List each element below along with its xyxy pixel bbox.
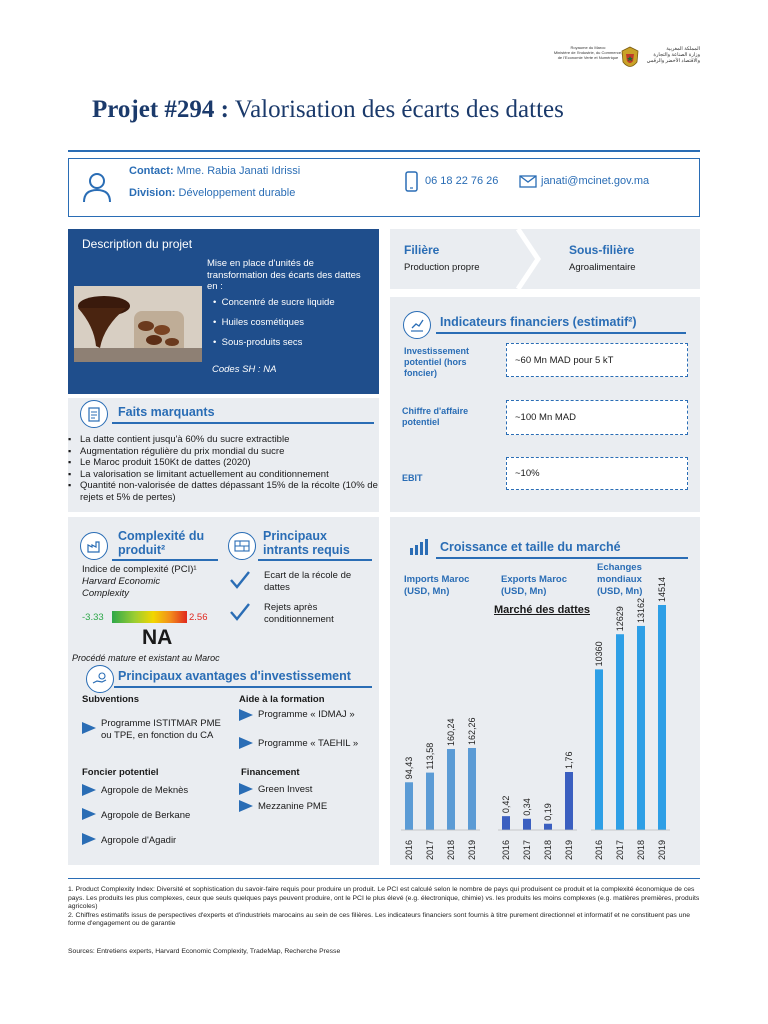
chart-bar bbox=[637, 626, 645, 830]
chart-data-label: 0,19 bbox=[543, 803, 553, 821]
intrants-icon-wrapper bbox=[228, 532, 256, 560]
bar-chart-icon bbox=[409, 538, 431, 556]
chart-data-label: 160,24 bbox=[446, 718, 456, 747]
list-item: ▪ Le Maroc produit 150Kt de dattes (2020) bbox=[68, 457, 378, 469]
financial-chart-icon bbox=[409, 317, 425, 333]
checkmark-icon bbox=[229, 602, 251, 622]
hs-codes: Codes SH : NA bbox=[212, 364, 277, 375]
checkmark-icon bbox=[229, 570, 251, 590]
pci-note: Procédé mature et existant au Maroc bbox=[72, 653, 220, 663]
chart-tick-label: 2018 bbox=[446, 839, 456, 860]
arrow-icon bbox=[82, 808, 96, 820]
footnote-divider bbox=[68, 878, 700, 879]
complexite-divider bbox=[112, 559, 218, 561]
avantages-divider bbox=[114, 686, 372, 688]
chart-data-label: 0,42 bbox=[501, 795, 511, 814]
chart-bar bbox=[447, 749, 455, 830]
sources: Sources: Entretiens experts, Harvard Economic Complexity, TradeMap, Recherche Presse bbox=[68, 948, 341, 955]
faits-icon-wrapper bbox=[80, 400, 108, 428]
phone-number[interactable]: 06 18 22 76 26 bbox=[425, 175, 499, 187]
chart-tick-label: 2019 bbox=[657, 839, 667, 860]
subventions-label: Subventions bbox=[82, 694, 140, 705]
faits-list bbox=[68, 434, 378, 503]
description-text: Mise en place d'unités de transformation des écarts des dattes en : bbox=[207, 258, 361, 292]
coat-of-arms-icon bbox=[620, 46, 640, 72]
division-label: Division: bbox=[129, 187, 176, 199]
intrant-item: Rejets après conditionnement bbox=[264, 602, 334, 625]
chart-tick-label: 2017 bbox=[522, 839, 532, 860]
list-item: • Concentré de sucre liquide bbox=[213, 297, 335, 308]
filiere-value: Production propre bbox=[404, 262, 480, 273]
chart-title: Marché des dattes bbox=[494, 604, 590, 616]
list-item: ▪ La datte contient jusqu'à 60% du sucre extractible bbox=[68, 434, 378, 446]
chart-tick-label: 2018 bbox=[636, 839, 646, 860]
sous-filiere-value: Agroalimentaire bbox=[569, 262, 636, 273]
chevron-divider bbox=[518, 229, 548, 289]
complexite-icon-wrapper bbox=[80, 532, 108, 560]
project-name: Valorisation des écarts des dattes bbox=[229, 96, 564, 123]
foncier-item: Agropole d'Agadir bbox=[101, 835, 177, 846]
chart-bar bbox=[595, 669, 603, 830]
faits-title: Faits marquants bbox=[118, 405, 215, 419]
chart-data-label: 94,43 bbox=[404, 756, 414, 780]
indicator-value: ~60 Mn MAD pour 5 kT bbox=[515, 354, 614, 366]
description-bullets bbox=[213, 297, 335, 357]
footnote-1: 1. Product Complexity Index: Diversité et sophistication du savoir-faire requis pour produire un produit. Le PCI est calculé selon le nombre de pays qui produisent ce produit et la complexité économique de ces pays. Les produits les plus complexes, ceux que seuls quelques pays peuvent produire, ont le PCI le plus élevé (e.g. électronique, chimie) vs. les produits les moins complexes (e.g. matières premières, produits agricoles) bbox=[68, 886, 700, 911]
filiere-label: Filière bbox=[404, 243, 440, 257]
arrow-icon bbox=[239, 737, 253, 749]
arrow-icon bbox=[82, 784, 96, 796]
ministry-name-fr: Royaume du Maroc Ministère de l'Industrie, du Commerce, de l'Economie Verte et Numérique bbox=[553, 45, 623, 60]
indicator-value: ~10% bbox=[515, 468, 540, 479]
chart-bar bbox=[616, 634, 624, 830]
pci-scale bbox=[112, 611, 187, 623]
ministry-name-ar: المملكة المغربية وزارة الصناعة والتجارة والاقتصاد الأخضر والرقمي bbox=[646, 46, 700, 64]
foncier-label: Foncier potentiel bbox=[82, 767, 159, 778]
exports-label: Exports Maroc (USD, Mn) bbox=[501, 574, 567, 597]
foncier-item: Agropole de Berkane bbox=[101, 810, 191, 821]
market-title: Croissance et taille du marché bbox=[440, 540, 621, 554]
intrants-title: Principaux intrants requis bbox=[263, 529, 350, 557]
list-item: • Sous-produits secs bbox=[213, 337, 303, 348]
email-address[interactable]: janati@mcinet.gov.ma bbox=[541, 175, 650, 187]
indicator-label: EBIT bbox=[402, 473, 423, 483]
arrow-icon bbox=[82, 833, 96, 845]
subvention-item: Programme ISTITMAR PME ou TPE, en fonction du CA bbox=[101, 718, 221, 741]
chart-data-label: 113,58 bbox=[425, 742, 435, 770]
list-item: ▪ La valorisation se limitant actuellement au conditionnement bbox=[68, 469, 378, 481]
arrow-icon bbox=[82, 722, 96, 734]
intrant-item: Ecart de la récole de dattes bbox=[264, 570, 352, 593]
chart-tick-label: 2019 bbox=[467, 839, 477, 860]
sous-filiere-label: Sous-filière bbox=[569, 243, 635, 257]
pci-value: NA bbox=[142, 626, 173, 649]
footnote-2: 2. Chiffres estimatifs issus de perspectives d'experts et d'industriels marocains au sein de ces filières. Les indicateurs financiers sont fournis à titre purement directionnel et informatif et ne constituent pas une forme d'engagement ou de garantie bbox=[68, 911, 691, 928]
indicator-label: Chiffre d'affaire potentiel bbox=[402, 406, 469, 427]
formation-item: Programme « TAEHIL » bbox=[258, 738, 359, 749]
pci-label: Indice de complexité (PCI)¹ bbox=[82, 564, 197, 575]
chart-bar bbox=[502, 816, 510, 830]
chart-bar bbox=[544, 824, 552, 830]
pci-source: Harvard Economic Complexity bbox=[82, 576, 161, 599]
market-divider bbox=[436, 557, 688, 559]
indicator-value-box bbox=[506, 343, 688, 377]
chart-bar bbox=[405, 782, 413, 830]
chart-tick-label: 2017 bbox=[425, 839, 435, 860]
pci-max: 2.56 bbox=[189, 612, 208, 623]
chart-data-label: 0,34 bbox=[522, 798, 532, 816]
arrow-icon bbox=[239, 800, 253, 812]
list-item: ▪ Quantité non-valorisée de dattes dépassant 15% de la récolte (10% de rejets et 5% de pertes) bbox=[68, 480, 378, 503]
chart-tick-label: 2016 bbox=[501, 839, 511, 860]
chart-data-label: 13162 bbox=[636, 597, 646, 623]
chart-bar bbox=[523, 819, 531, 830]
footnotes bbox=[68, 886, 708, 929]
indicator-value-box bbox=[506, 400, 688, 435]
indicateurs-icon-wrapper bbox=[403, 311, 431, 339]
indicator-value: ~100 Mn MAD bbox=[515, 412, 576, 423]
indicator-value-box bbox=[506, 457, 688, 490]
formation-item: Programme « IDMAJ » bbox=[258, 709, 355, 720]
foncier-item: Agropole de Meknès bbox=[101, 785, 189, 796]
chart-tick-label: 2019 bbox=[564, 839, 574, 860]
arrow-icon bbox=[239, 709, 253, 721]
chart-data-label: 12629 bbox=[615, 606, 625, 632]
chart-data-label: 1,76 bbox=[564, 751, 574, 769]
chart-bar bbox=[565, 772, 573, 830]
contact-label: Contact: bbox=[129, 165, 174, 177]
title-divider bbox=[68, 150, 700, 152]
pci-min: -3.33 bbox=[82, 612, 104, 623]
description-title: Description du projet bbox=[82, 237, 193, 251]
person-icon bbox=[80, 170, 114, 204]
factory-icon bbox=[86, 538, 102, 554]
avantages-icon-wrapper bbox=[86, 665, 114, 693]
financement-item: Mezzanine PME bbox=[258, 801, 328, 812]
email-icon bbox=[519, 175, 537, 188]
hand-coin-icon bbox=[92, 671, 108, 687]
clipboard-icon bbox=[86, 406, 102, 422]
indicator-label: Investissement potentiel (hors foncier) bbox=[404, 346, 470, 378]
project-number: Projet #294 : bbox=[92, 96, 229, 123]
dates-photo bbox=[74, 286, 202, 362]
chart-data-label: 10360 bbox=[594, 641, 604, 667]
financement-label: Financement bbox=[241, 767, 300, 778]
contact-person bbox=[129, 165, 300, 177]
financement-item: Green Invest bbox=[258, 784, 313, 795]
faits-divider bbox=[112, 422, 374, 424]
contact-division bbox=[129, 187, 295, 199]
arrow-icon bbox=[239, 783, 253, 795]
complexite-title: Complexité du produit² bbox=[118, 529, 205, 557]
chart-bar bbox=[658, 605, 666, 830]
bricks-icon bbox=[234, 538, 250, 554]
chart-data-label: 14514 bbox=[657, 576, 667, 602]
formation-label: Aide à la formation bbox=[239, 694, 325, 705]
intrants-divider bbox=[258, 559, 372, 561]
chart-tick-label: 2016 bbox=[594, 839, 604, 860]
chart-tick-label: 2017 bbox=[615, 839, 625, 860]
chart-bar bbox=[426, 773, 434, 830]
list-item: ▪ Augmentation régulière du prix mondial du sucre bbox=[68, 446, 378, 458]
dates-illustration-icon bbox=[74, 286, 202, 362]
chart-tick-label: 2016 bbox=[404, 839, 414, 860]
chart-data-label: 162,26 bbox=[467, 717, 477, 745]
indicateurs-divider bbox=[436, 332, 686, 334]
division-value: Développement durable bbox=[175, 187, 296, 199]
contact-value: Mme. Rabia Janati Idrissi bbox=[173, 165, 301, 177]
avantages-title: Principaux avantages d'investissement bbox=[118, 669, 351, 683]
phone-icon bbox=[405, 171, 418, 192]
imports-label: Imports Maroc (USD, Mn) bbox=[404, 574, 470, 597]
list-item: • Huiles cosmétiques bbox=[213, 317, 304, 328]
echanges-label: Echanges mondiaux (USD, Mn) bbox=[597, 562, 643, 597]
chart-tick-label: 2018 bbox=[543, 839, 553, 860]
page-title bbox=[92, 96, 564, 124]
chart-bar bbox=[468, 748, 476, 830]
indicateurs-title: Indicateurs financiers (estimatif²) bbox=[440, 315, 637, 329]
